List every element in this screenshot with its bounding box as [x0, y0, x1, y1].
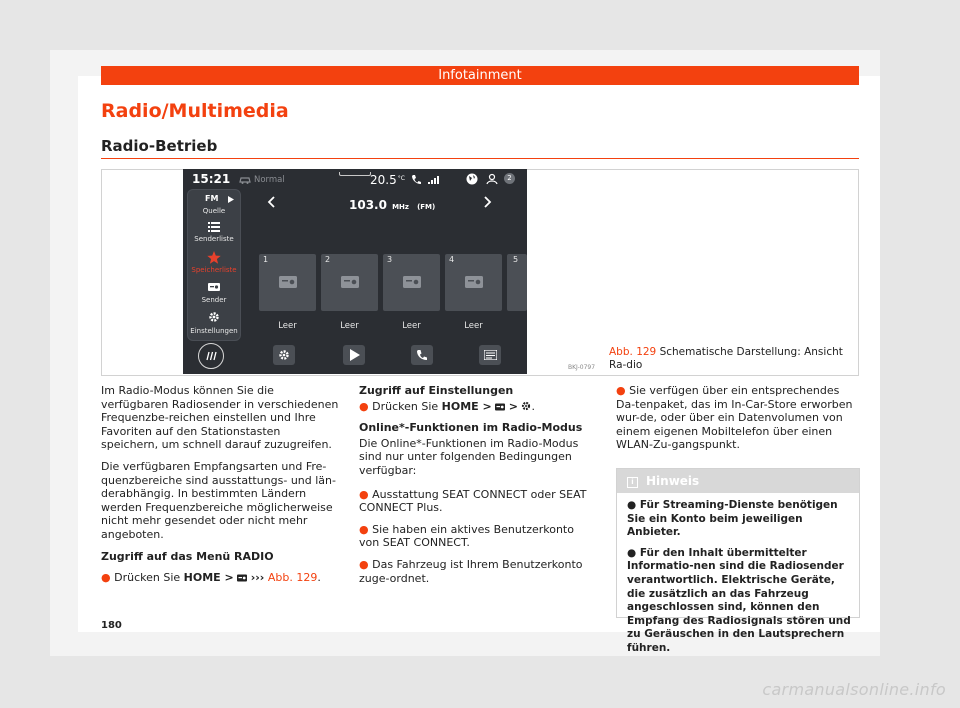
bullet-item: [359, 558, 597, 585]
section-heading: Zugriff auf Einstellungen: [359, 384, 514, 397]
bullet-text: Das Fahrzeug ist Ihrem Benutzerkonto zuge-ordnet.: [359, 557, 583, 585]
bullet-bold: HOME >: [183, 571, 234, 585]
preset-label-2: Leer: [340, 321, 359, 331]
page-number: 180: [101, 620, 122, 631]
figure-id: BKJ-0797: [568, 364, 596, 371]
note-text: Für den Inhalt übermittelter Informatio-nen sind die Radiosender verantwortlich. Elektrische Geräte, die zusätzlich an das Fahrzeug angeschlossen sind, können den Empfang des Radiosignals stören und zu Geräuschen in den Lautsprechern führen.: [627, 546, 851, 654]
preset-number-3: 3: [387, 255, 393, 264]
preset-radio-icon-4: [465, 274, 483, 288]
bottom-settings-button[interactable]: [273, 345, 295, 365]
section-header-bar: [101, 66, 859, 85]
bullet-item: [616, 384, 860, 452]
pull-down-handle[interactable]: [339, 172, 371, 176]
menu-item-station-list[interactable]: Senderliste: [194, 235, 234, 243]
bottom-phone-button[interactable]: [411, 345, 433, 365]
menu-item-station[interactable]: Sender: [201, 296, 227, 304]
radio-screen: [183, 169, 527, 374]
cross-ref-link[interactable]: Abb. 129: [267, 571, 318, 585]
bullet-text: Ausstattung SEAT CONNECT oder SEAT CONNECT Plus.: [359, 487, 587, 515]
play-small-icon: [228, 196, 234, 203]
profile-label: Normal: [254, 175, 285, 185]
caption-text: Schematische Darstellung: Ansicht Ra-dio: [609, 346, 843, 371]
bullet-dot-icon: ●: [101, 571, 111, 585]
notification-badge[interactable]: 2: [504, 173, 515, 184]
bullet-text: Drücken Sie: [114, 571, 181, 585]
preset-number-2: 2: [325, 255, 331, 264]
bottom-phone-icon: [416, 349, 428, 361]
bottom-apps-button[interactable]: [479, 345, 501, 365]
bullet-dot-icon: ●: [627, 499, 637, 511]
preset-radio-icon-2: [341, 274, 359, 288]
radio-icon: [208, 282, 220, 291]
note-text: Für Streaming-Dienste benötigen Sie ein Konto beim jeweiligen Anbieter.: [627, 499, 838, 539]
radio-side-menu: [187, 189, 241, 341]
frequency-band: (FM): [417, 203, 436, 211]
frequency-value: 103.0: [349, 198, 387, 212]
gear-icon: [208, 311, 220, 323]
menu-item-source[interactable]: Quelle: [202, 207, 226, 215]
bullet-end: .: [531, 399, 535, 413]
list-icon: [208, 222, 220, 232]
prev-station-button[interactable]: [267, 196, 275, 208]
bullet-item: [359, 523, 597, 550]
bullet-dot-icon: ●: [359, 557, 369, 571]
bullet-item: [101, 571, 339, 585]
bullet-item: [359, 488, 597, 515]
bullet-end: .: [317, 571, 321, 585]
preset-radio-icon-3: [403, 274, 421, 288]
menu-item-memory-list[interactable]: Speicherliste: [191, 266, 237, 274]
note-header: [617, 469, 859, 493]
bullet-dot-icon: ●: [359, 522, 369, 536]
globe-icon: [466, 173, 478, 185]
apps-icon: [484, 350, 497, 360]
source-band: FM: [205, 194, 219, 203]
section-heading: Online*-Funktionen im Radio-Modus: [359, 421, 583, 435]
figure-caption: [609, 346, 854, 372]
caption-ref: Abb. 129: [609, 346, 657, 358]
section-heading: Zugriff auf das Menü RADIO: [101, 549, 274, 563]
gear-icon: [521, 401, 531, 411]
star-icon: [207, 251, 221, 264]
temperature: [370, 173, 405, 187]
bottom-gear-icon: [278, 349, 290, 361]
frequency-unit: MHz: [392, 203, 409, 211]
signal-icon: [428, 176, 442, 184]
paragraph: Die verfügbaren Empfangsarten und Fre-quenzbereiche sind ausstattungs- und län-derabhängig. In bestimmten Ländern werden Frequenzbereiche möglicherweise nicht mehr gesendet oder nicht mehr angeboten.: [101, 459, 336, 541]
preset-number-1: 1: [263, 255, 269, 264]
bullet-dot-icon: ●: [359, 399, 369, 413]
note-item: [627, 547, 851, 656]
cross-ref-arrows: ›››: [250, 571, 265, 585]
note-body: [617, 493, 859, 656]
page-subtitle: Radio-Betrieb: [101, 137, 218, 155]
car-icon: [239, 175, 251, 184]
temperature-unit: °C: [397, 175, 405, 182]
preset-label-4: Leer: [464, 321, 483, 331]
info-icon: i: [627, 477, 638, 488]
section-title: Infotainment: [438, 68, 522, 83]
watermark: carmanualsonline.info: [762, 680, 946, 699]
play-icon: [350, 349, 360, 361]
preset-number-5: 5: [513, 255, 519, 264]
bottom-media-button[interactable]: [343, 345, 365, 365]
page-title: Radio/Multimedia: [101, 100, 289, 122]
preset-number-4: 4: [449, 255, 455, 264]
paragraph: Die Online*-Funktionen im Radio-Modus sind nur unter folgenden Bedingungen verfügbar:: [359, 436, 579, 477]
bullet-text: Sie haben ein aktives Benutzerkonto von SEAT CONNECT.: [359, 522, 574, 550]
note-box: [616, 468, 860, 654]
menu-item-settings[interactable]: Einstellungen: [190, 327, 238, 335]
frequency-display: [349, 194, 435, 213]
radio-icon: [237, 574, 247, 582]
temperature-value: 20.5: [370, 173, 397, 187]
bullet-gt: >: [508, 399, 518, 413]
bullet-dot-icon: ●: [627, 546, 637, 559]
text-column-3: [616, 384, 860, 460]
preset-radio-icon-1: [279, 274, 297, 288]
home-lines-icon: [205, 351, 217, 361]
preset-label-1: Leer: [278, 321, 297, 331]
paragraph: Im Radio-Modus können Sie die verfügbaren Radiosender in verschiedenen Frequenzbe-reichen einstellen und Ihre Favoriten auf den Stationstasten speichern, um schnell darauf zuzugreifen.: [101, 384, 339, 452]
next-station-button[interactable]: [484, 196, 492, 208]
bullet-text: Sie verfügen über ein entsprechendes Da-tenpaket, das im In-Car-Store erworben wur-de, oder über ein Datenvolumen von einem eigenen Mobiltelefon über einen WLAN-Zu-gangspunkt.: [616, 384, 853, 452]
bullet-dot-icon: ●: [616, 384, 626, 397]
phone-icon: [411, 174, 421, 185]
text-column-1: [101, 384, 339, 593]
heading-rule: [101, 158, 859, 159]
home-button[interactable]: [198, 343, 224, 369]
preset-label-3: Leer: [402, 321, 421, 331]
bullet-item: [359, 400, 597, 414]
bullet-bold: HOME >: [441, 399, 492, 413]
clock: 15:21: [192, 172, 231, 186]
radio-icon: [495, 403, 505, 411]
note-title: Hinweis: [646, 474, 700, 488]
note-item: [627, 499, 851, 540]
bullet-text: Drücken Sie: [372, 399, 439, 413]
text-column-2: [359, 384, 597, 593]
user-icon: [486, 173, 498, 185]
bullet-dot-icon: ●: [359, 487, 369, 501]
